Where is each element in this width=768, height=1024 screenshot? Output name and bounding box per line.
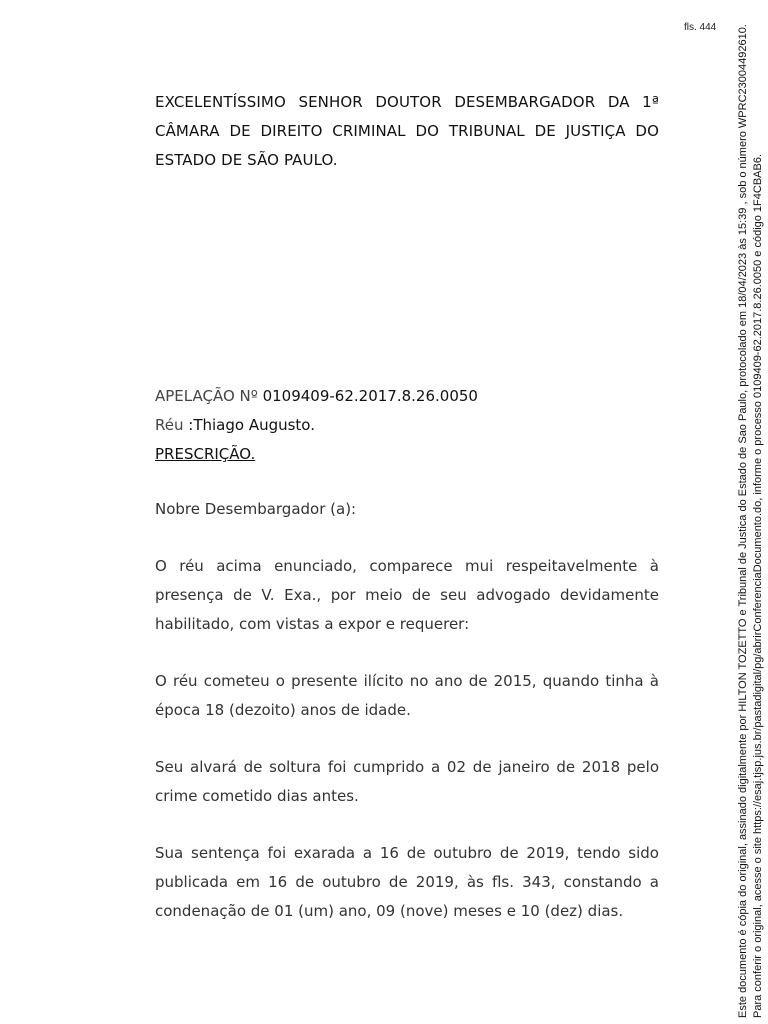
document-heading: EXCELENTÍSSIMO SENHOR DOUTOR DESEMBARGADOR DA 1ª CÂMARA DE DIREITO CRIMINAL DO TRIBUNAL DE JUSTIÇA DO ESTADO DE SÃO PAULO. xyxy=(155,93,659,169)
stamp-line-1: Este documento é cópia do original, assinado digitalmente por HILTON TOZETTO e Tribunal de Justica do Estado de Sao Paulo, protocolado em 18/04/2023 às 15:39 , sob o número WPRC23004492610. xyxy=(737,24,749,1018)
paragraph-1: O réu acima enunciado, comparece mui respeitavelmente à presença de V. Exa., por meio de seu advogado devidamente habilitado, com vistas a expor e requerer: xyxy=(155,557,659,633)
document-body xyxy=(155,88,659,926)
paragraph-3: Seu alvará de soltura foi cumprido a 02 de janeiro de 2018 pelo crime cometido dias antes. xyxy=(155,758,659,805)
case-info xyxy=(155,382,659,469)
stamp-line-2: Para conferir o original, acesse o site https://esaj.tjsp.jus.br/pastadigital/pg/abrirConferenciaDocumento.do, informe o processo 0109409-62.2017.8.26.0050 e código 1F4CBAB6. xyxy=(752,153,764,1018)
appeal-line xyxy=(155,382,659,411)
appeal-number: 0109409-62.2017.8.26.0050 xyxy=(262,387,478,405)
paragraph-2: O réu cometeu o presente ilícito no ano de 2015, quando tinha à época 18 (dezoito) anos de idade. xyxy=(155,672,659,719)
paragraph-4: Sua sentença foi exarada a 16 de outubro de 2019, tendo sido publicada em 16 de outubro de 2019, às fls. 343, constando a condenação de 01 (um) ano, 09 (nove) meses e 10 (dez) dias. xyxy=(155,844,659,920)
defendant-label: Réu xyxy=(155,416,189,434)
appeal-label: APELAÇÃO Nº xyxy=(155,387,263,405)
greeting: Nobre Desembargador (a): xyxy=(155,500,357,518)
defendant-line xyxy=(155,411,659,440)
subject-title: PRESCRIÇÃO. xyxy=(155,445,256,463)
digital-signature-stamp xyxy=(736,18,766,1018)
page-folio: fls. 444 xyxy=(684,22,717,33)
defendant-name: :Thiago Augusto. xyxy=(188,416,315,434)
